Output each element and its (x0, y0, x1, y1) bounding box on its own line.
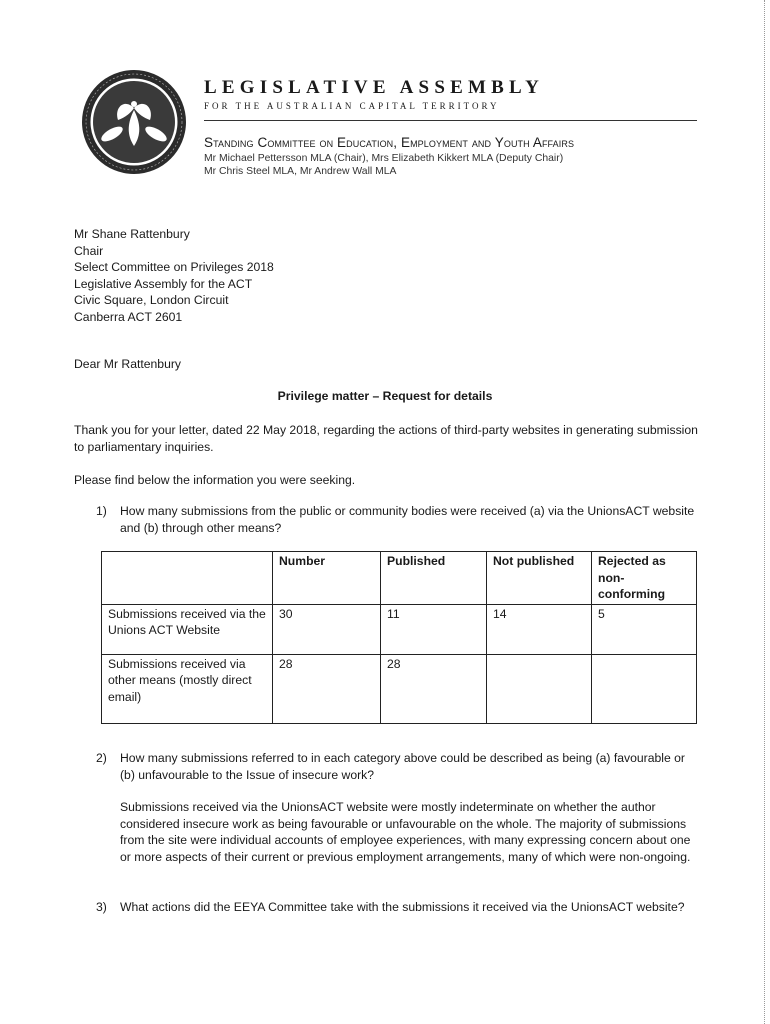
table-cell: 28 (273, 654, 381, 723)
table-header-row (102, 552, 697, 605)
intro-paragraph: Thank you for your letter, dated 22 May 2018, regarding the actions of third-party websites in generating submission to parliamentary inquiries. (74, 423, 698, 454)
salutation: Dear Mr Rattenbury (74, 357, 182, 371)
letterhead-rule (204, 120, 697, 121)
table-cell (592, 654, 697, 723)
table-row (102, 604, 697, 654)
answer-2-paragraph: Submissions received via the UnionsACT website were mostly indeterminate on whether the author considered insecure work as being favourable or unfavourable on the whole. The majority of submissions from the site were individual accounts of employee experiences, with many expressing concern about one or more aspects of their current or previous employment arrangements, many of which were non-ongoing. (120, 800, 691, 864)
recipient-address (74, 226, 274, 326)
table-cell: 28 (381, 654, 487, 723)
recipient-line: Canberra ACT 2601 (74, 309, 183, 324)
table-header-cell: Rejected as non-conforming (592, 552, 697, 605)
table-cell: 30 (273, 604, 381, 654)
table-header-cell: Not published (487, 552, 592, 605)
table-cell: 5 (592, 604, 697, 654)
question-3 (96, 899, 696, 916)
recipient-line: Legislative Assembly for the ACT (74, 276, 253, 291)
question-text: What actions did the EEYA Committee take with the submissions it received via the UnionsACT website? (120, 900, 685, 914)
table-cell: 11 (381, 604, 487, 654)
committee-members-line-2: Mr Chris Steel MLA, Mr Andrew Wall MLA (204, 166, 397, 177)
assembly-crest-logo (80, 68, 188, 176)
recipient-line: Chair (74, 243, 104, 258)
question-number: 3) (96, 900, 107, 914)
table-cell: 14 (487, 604, 592, 654)
recipient-line: Mr Shane Rattenbury (74, 227, 190, 241)
table-header-cell: Published (381, 552, 487, 605)
question-1 (96, 503, 696, 536)
table-header-cell (102, 552, 273, 605)
table-cell: Submissions received via the Unions ACT Website (102, 604, 273, 654)
table-header-cell: Number (273, 552, 381, 605)
scan-edge-artifact (764, 0, 766, 1024)
committee-members-line-1: Mr Michael Pettersson MLA (Chair), Mrs Elizabeth Kikkert MLA (Deputy Chair) (204, 153, 564, 164)
submissions-table (101, 551, 697, 724)
question-2 (96, 750, 696, 783)
table-cell (487, 654, 592, 723)
letterhead-title: LEGISLATIVE ASSEMBLY (204, 77, 545, 98)
table-cell: Submissions received via other means (mostly direct email) (102, 654, 273, 723)
info-paragraph: Please find below the information you were seeking. (74, 473, 356, 487)
question-text: How many submissions referred to in each category above could be described as being (a) favourable or (b) unfavourable to the Issue of insecure work? (120, 751, 685, 782)
letter-subject: Privilege matter – Request for details (277, 389, 493, 403)
committee-name: Standing Committee on Education, Employment and Youth Affairs (204, 135, 575, 150)
recipient-line: Select Committee on Privileges 2018 (74, 260, 274, 275)
table-row (102, 654, 697, 723)
question-text: How many submissions from the public or community bodies were received (a) via the UnionsACT website and (b) through other means? (120, 504, 695, 535)
letterhead-subtitle: FOR THE AUSTRALIAN CAPITAL TERRITORY (204, 101, 500, 111)
question-number: 1) (96, 504, 107, 518)
question-number: 2) (96, 751, 107, 765)
recipient-line: Civic Square, London Circuit (74, 293, 229, 308)
